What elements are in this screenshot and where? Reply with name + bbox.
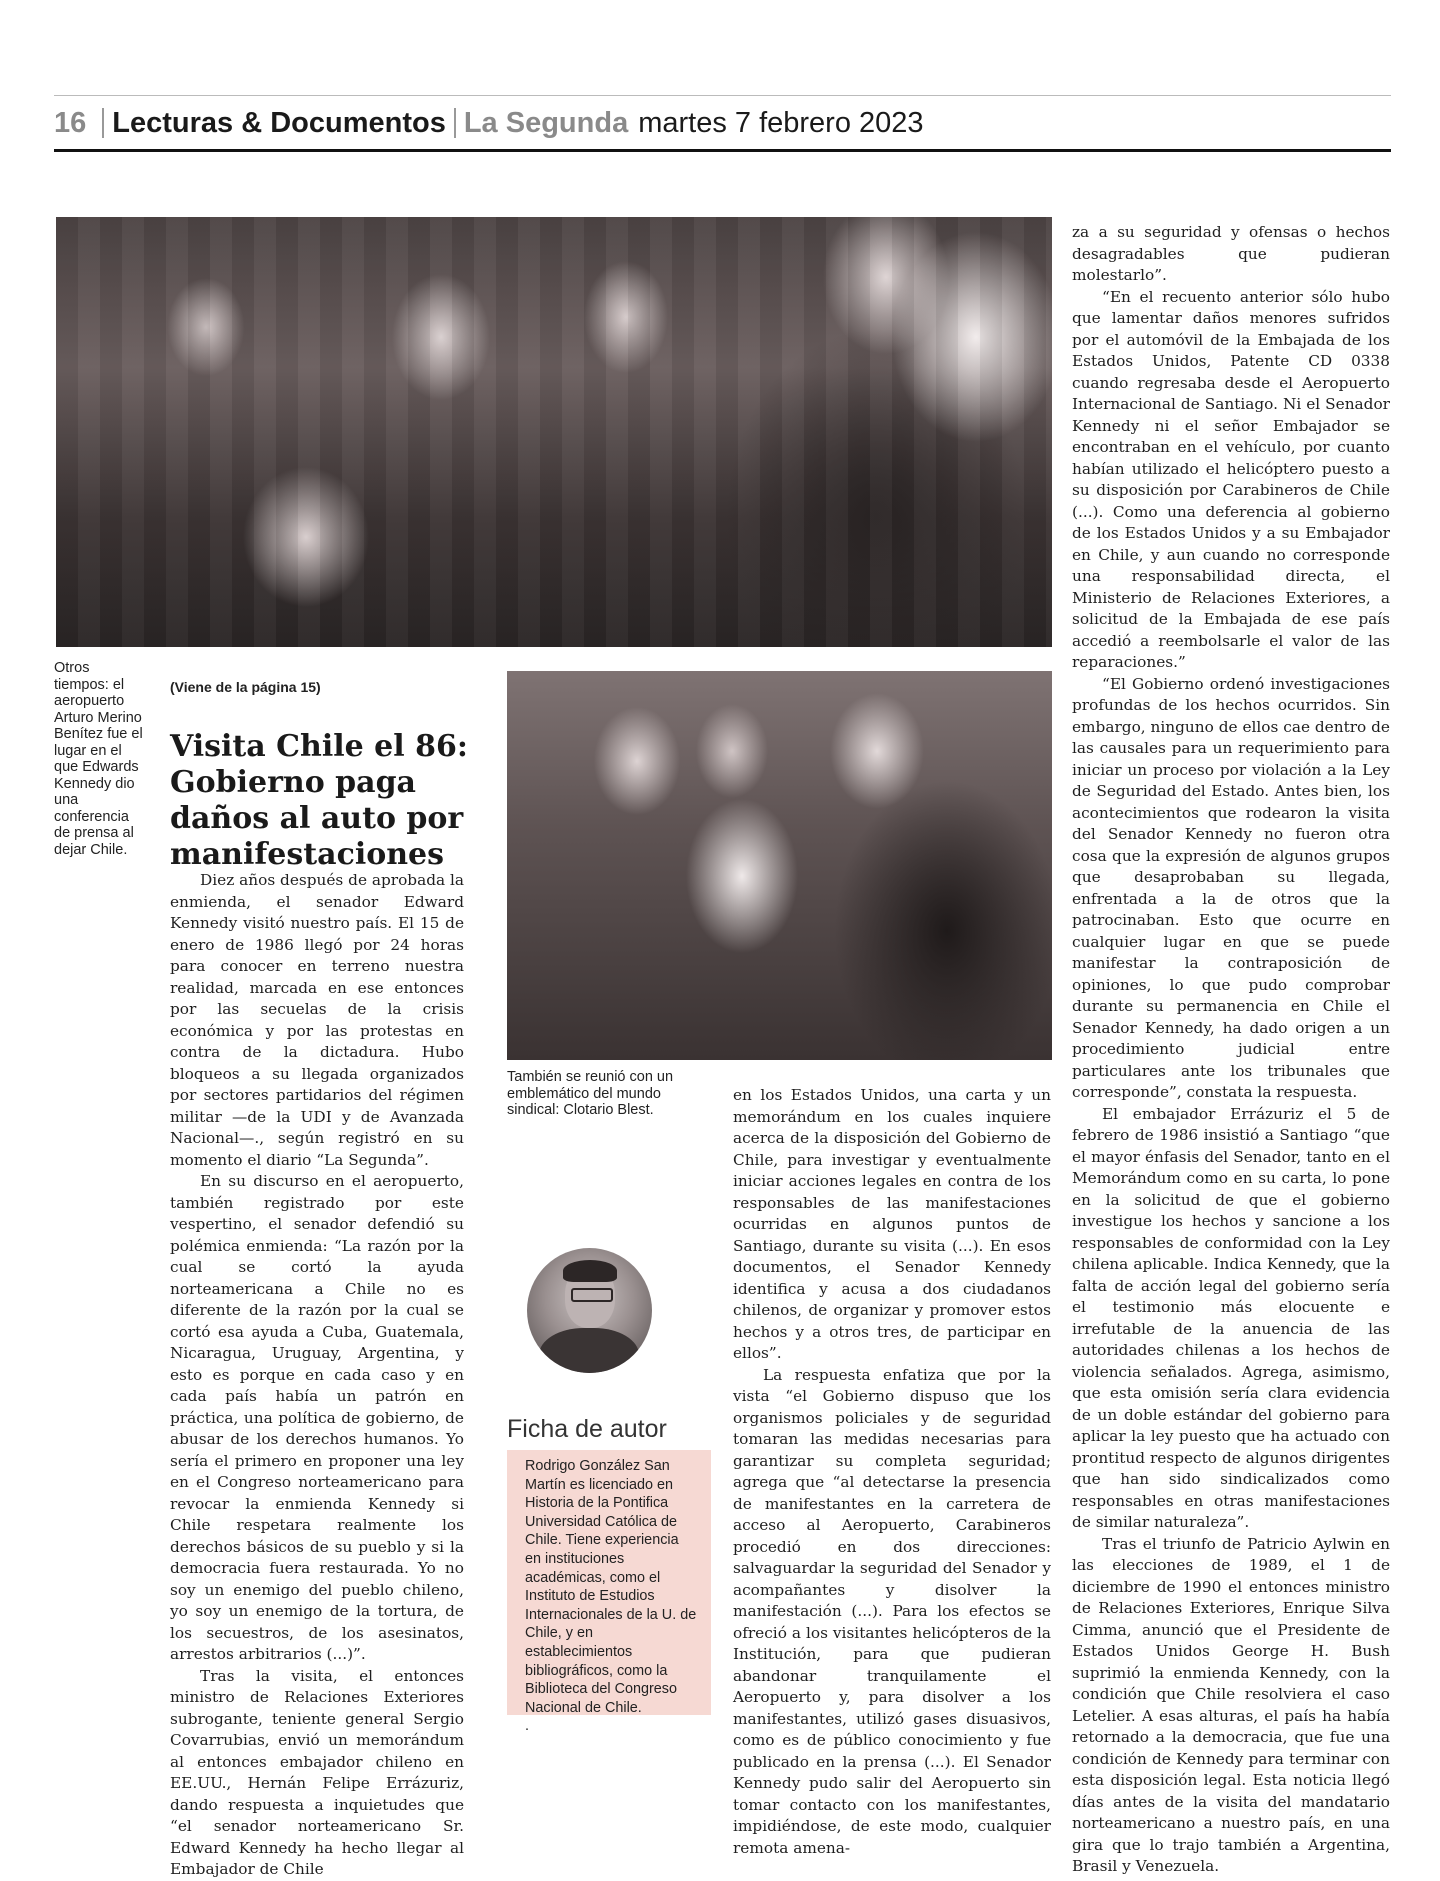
kennedy-press-conference-photo [56,217,1052,647]
continued-from-note: (Viene de la página 15) [170,679,321,695]
page-number: 16 [54,106,87,139]
author-avatar [527,1248,652,1373]
paragraph: en los Estados Unidos, una carta y un memorándum en los cuales inquiere acerca de la disposición del Gobierno de Chile, para investigar y eventualmente iniciar acciones legales en contra de los responsables de las manifestaciones ocurridas en algunos puntos de Santiago, durante su visita (...). En esos documentos, el Senador Kennedy identifica y acusa a dos ciudadanos chilenos, de organizar y promover estos hechos y a otros tres, de participar en ellos”. [733,1086,1051,1362]
article-column-1 [170,870,464,1881]
paragraph: La respuesta enfatiza que por la vista “el Gobierno dispuso que los organismos policiales y de seguridad tomaran las medidas necesarias para garantizar su completa seguridad; agrega que “al detectarse la presencia de manifestantes en la carretera de acceso al Aeropuerto, Carabineros procedió en dos direcciones: salvaguardar la seguridad del Senador y acompañantes y disolver la manifestación (...). Para los efectos se ofreció a los visitantes helicópteros de la Institución, para que pudieran abandonar tranquilamente el Aeropuerto y, para disolver a los manifestantes, utilizó gases disuasivos, como es de público conocimiento y fue publicado en la prensa (...). El Senador Kennedy pudo salir del Aeropuerto sin tomar contacto con los manifestantes, impidiéndose, de este modo, cualquier remota amena- [733,1365,1051,1857]
masthead-divider [102,108,104,138]
author-box-title: Ficha de autor [507,1415,667,1443]
paragraph: Diez años después de aprobada la enmienda, el senador Edward Kennedy visitó nuestro país. El 15 de enero de 1986 llegó por 24 horas para conocer en terreno nuestra realidad, marcada en ese entonces por las secuelas de la crisis económica y por las protestas en contra de la dictadura. Hubo bloqueos a su llegada organizados por sectores partidarios del régimen militar —de la UDI y de Avanzada Nacional—., según registró en su momento el diario “La Segunda”. [170,871,464,1169]
top-rule [54,95,1391,96]
paragraph: za a su seguridad y ofensas o hechos desagradables que pudieran molestarlo”. [1072,223,1390,284]
paragraph: “En el recuento anterior sólo hubo que lamentar daños menores sufridos por el automóvil de la Embajada de los Estados Unidos, Patente CD 0338 cuando regresaba desde el Aeropuerto Internacional de Santiago. Ni el Senador Kennedy ni el señor Embajador se encontraban en el vehículo, por cuanto habían utilizado el helicóptero puesto a su disposición por Carabineros de Chile (...). Como una deferencia al gobierno de los Estados Unidos y a su Embajador en Chile, y aun cuando no corresponde una responsabilidad directa, el Ministerio de Relaciones Exteriores, a solicitud de la Embajada de ese país accedió a reembolsarle el valor de las reparaciones.” [1072,287,1390,671]
article-headline: Visita Chile el 86: Gobierno paga daños al auto por manifestaciones [170,729,468,872]
paragraph: Tras la visita, el entonces ministro de Relaciones Exteriores subrogante, teniente general Sergio Covarrubias, envió un memorándum al entonces embajador chileno en EE.UU., Hernán Felipe Errázuriz, dando respuesta a inquietudes que “el senador norteamericano Sr. Edward Kennedy ha hecho llegar al Embajador de Chile [170,1666,464,1878]
clotario-blest-photo [507,671,1052,1060]
paragraph: El embajador Errázuriz el 5 de febrero de 1986 insistió a Santiago “que el mayor énfasis del Senador, tanto en el Memorándum como en su carta, lo pone en la solicitud de que el gobierno investigue los hechos y sancione a los responsables de conformidad con la Ley chilena aplicable. Indica Kennedy, que la falta de acción legal del gobierno sería el testimonio más elocuente e irrefutable de la anuencia de las autoridades chilenas a los hechos de violencia señalados. Agrega, asimismo, que esta omisión sería clara evidencia de un doble estándar del gobierno para aplicar la ley puesto que ha actuado con prontitud respecto de algunos dirigentes que han sido sindicalizados como responsables en otras manifestaciones de similar naturaleza”. [1072,1104,1390,1531]
article-column-3 [733,1085,1051,1859]
author-box [507,1450,711,1735]
small-photo-caption: También se reunió con un emblemático del mundo sindical: Clotario Blest. [507,1069,674,1118]
issue-date: martes 7 febrero 2023 [638,106,924,139]
masthead-divider [454,108,456,138]
author-bio-end: . [525,1718,529,1735]
section-name: Lecturas & Documentos [112,106,446,139]
paragraph: En su discurso en el aeropuerto, también registrado por este vespertino, el senador defendió su polémica enmienda: “La razón por la cual se cortó la ayuda norteamericana a Chile no es diferente de la razón por la cual se cortó esa ayuda a Cuba, Guatemala, Nicaragua, Uruguay, Argentina, y esto es porque en cada caso y en cada país había un patrón en práctica, una política de gobierno, de abusar de los derechos humanos. Yo sería el primero en proponer una ley en el Congreso norteamericano para revocar la enmienda Kennedy si Chile respetara realmente los derechos básicos de su pueblo y si la democracia fuera restaurada. Yo no soy un enemigo del pueblo chileno, yo soy un enemigo de la tortura, de los secuestros, de los asesinatos, arrestos arbitrarios (...)”. [170,1172,464,1663]
main-photo-caption: Otros tiempos: el aeropuerto Arturo Merino Benítez fue el lugar en el que Edwards Kennedy dio una conferencia de prensa al dejar Chile. [54,660,143,858]
author-bio: Rodrigo González San Martín es licenciado en Historia de la Pontifica Universidad Católica de Chile. Tiene experiencia en instituciones académicas, como el Instituto de Estudios Internacionales de la U. de Chile, y en establecimientos bibliográficos, como la Biblioteca del Congreso Nacional de Chile. [525,1458,697,1716]
masthead [54,104,1391,142]
masthead-rule [54,149,1391,152]
paragraph: “El Gobierno ordenó investigaciones profundas de los hechos ocurridos. Sin embargo, ninguno de ellos cae dentro de las causales para un requerimiento para iniciar un proceso por violación a la Ley de Seguridad del Estado. Antes bien, los acontecimientos que rodearon la visita del Senador Kennedy no fueron otra cosa que la expresión de algunos grupos que desaprobaban su llegada, enfrentada a la de otros que la patrocinaban. Esto que ocurre en cualquier lugar en que se puede manifestar la contraposición de opiniones, lo que pudo comprobar durante su permanencia en Chile el Senador Kennedy, ha dado origen a un procedimiento judicial entre particulares ante los tribunales que corresponde”, constata la respuesta. [1072,674,1390,1101]
newspaper-name: La Segunda [463,106,629,139]
article-column-4 [1072,222,1390,1878]
paragraph: Tras el triunfo de Patricio Aylwin en las elecciones de 1989, el 1 de diciembre de 1990 el entonces ministro de Relaciones Exteriores, Enrique Silva Cimma, anunció que el Presidente de Estados Unidos George H. Bush suprimió la enmienda Kennedy, con la condición que Chile resolviera el caso Letelier. A esas alturas, el país ha había retornado a la democracia, que fue una condición de Kennedy para terminar con esta disposición legal. Esta noticia llegó días antes de la visita del mandatario norteamericano a nuestro país, en una gira que lo trajo también a Argentina, Brasil y Venezuela. [1072,1534,1390,1875]
